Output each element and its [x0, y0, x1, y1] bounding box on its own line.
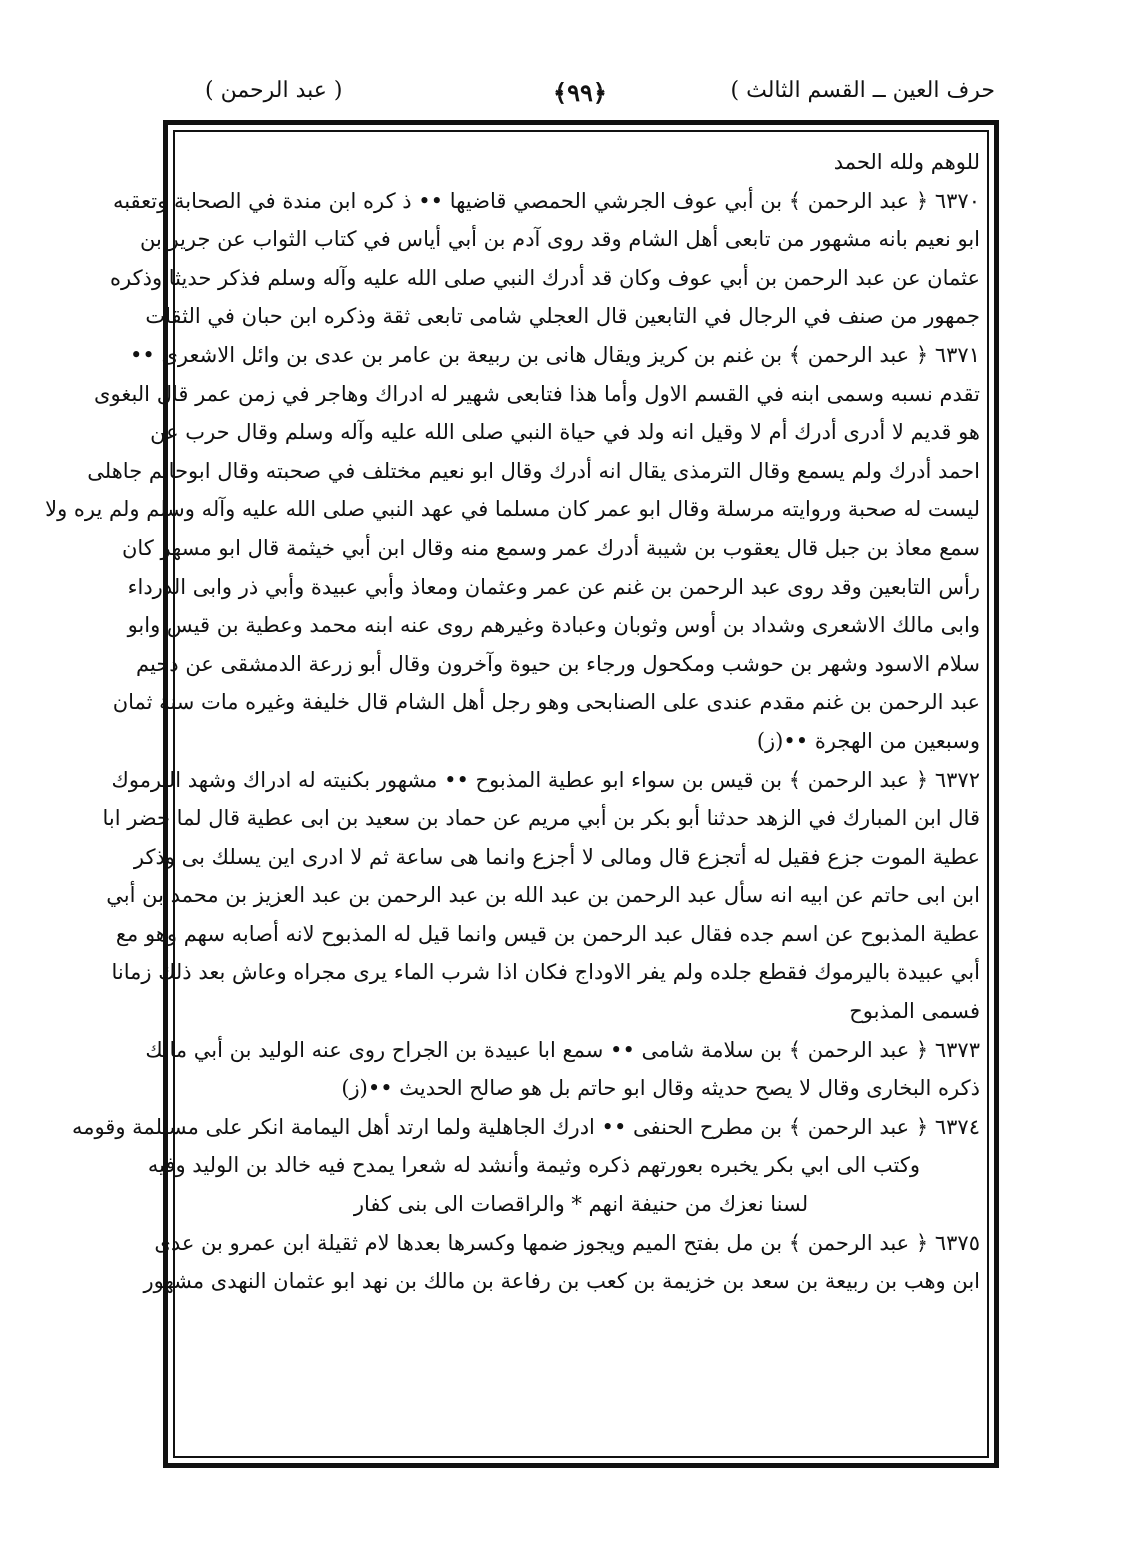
text-line: وابى مالك الاشعرى وشداد بن أوس وثوبان وعبادة وغيرهم روى عنه ابنه محمد وعطية بن قيس وابو: [127, 613, 980, 638]
text-line: ٦٣٧٢ ﴿ عبد الرحمن ﴾ بن قيس بن سواء ابو عطية المذبوح •• مشهور بكنيته له ادراك وشهد اليرموك: [111, 767, 980, 792]
chapter-heading: حرف العين ــ القسم الثالث ): [730, 78, 995, 103]
text-line: ذكره البخارى وقال لا يصح حديثه وقال ابو حاتم بل هو صالح الحديث ••(ز): [341, 1076, 980, 1101]
text-line: وسبعين من الهجرة ••(ز): [756, 728, 980, 753]
text-line: سمع معاذ بن جبل قال يعقوب بن شيبة أدرك عمر وسمع منه وقال ابن أبي خيثمة قال ابو مسهر كان: [121, 535, 980, 560]
text-line: ليست له صحبة وروايته مرسلة وقال ابو عمر كان مسلما في عهد النبي صلى الله عليه وآله وسلم ولم يره ولا: [45, 497, 980, 522]
text-line: سلام الاسود وشهر بن حوشب ومكحول ورجاء بن حيوة وآخرون وقال أبو زرعة الدمشقى عن دحيم: [136, 651, 980, 676]
text-line: ابو نعيم بانه مشهور من تابعى أهل الشام وقد روى آدم بن أبي أياس في كتاب الثواب عن جرير بن: [139, 227, 980, 252]
text-line: وكتب الى ابي بكر يخبره بعورتهم ذكره وثيمة وأنشد له شعرا يمدح فيه خالد بن الوليد وفيه: [147, 1153, 920, 1178]
text-line: ٦٣٧٤ ﴿ عبد الرحمن ﴾ بن مطرح الحنفى •• ادرك الجاهلية ولما ارتد أهل اليمامة انكر على مسيلمة وقومه: [71, 1114, 980, 1139]
text-line: ٦٣٧٣ ﴿ عبد الرحمن ﴾ بن سلامة شامى •• سمع ابا عبيدة بن الجراح روى عنه الوليد بن أبي مالك: [145, 1037, 980, 1062]
text-line: احمد أدرك ولم يسمع وقال الترمذى يقال انه أدرك وقال ابو نعيم مختلف في صحبته وقال ابوحاتم جاهلى: [87, 458, 980, 483]
text-line: ٦٣٧٥ ﴿ عبد الرحمن ﴾ بن مل بفتح الميم ويجوز ضمها وكسرها بعدها لام ثقيلة ابن عمرو بن عدى: [154, 1230, 980, 1255]
text-line: تقدم نسبه وسمى ابنه في القسم الاول وأما هذا فتابعى شهير له ادراك وهاجر في زمن عمر قال البغوى: [94, 381, 980, 406]
entry-heading: ( عبد الرحمن ): [205, 78, 343, 103]
text-line: عطية الموت جزع فقيل له أتجزع قال ومالى لا أجزع وانما هى ساعة ثم لا ادرى اين يسلك بى وذكر: [133, 844, 980, 869]
page-number: ﴿٩٩﴾: [553, 78, 607, 107]
text-line: قال ابن المبارك في الزهد حدثنا أبو بكر بن أبي مريم عن حماد بن سعيد بن ابى عطية قال لما حضر ابا: [102, 806, 980, 831]
text-line: عثمان عن عبد الرحمن بن أبي عوف وكان قد أدرك النبي صلى الله عليه وآله وسلم فذكر حديثا وذكره: [110, 265, 980, 290]
running-header: [165, 78, 995, 114]
text-line: ابن ابى حاتم عن ابيه انه سأل عبد الرحمن بن عبد الله بن عبد الرحمن بن عبد العزيز بن محمد بن أبي: [106, 883, 980, 908]
text-line: ٦٣٧١ ﴿ عبد الرحمن ﴾ بن غنم بن كريز ويقال هانى بن ربيعة بن عامر بن عدى بن وائل الاشعرى ••: [130, 342, 980, 367]
text-frame: [45, 120, 999, 1468]
text-line: عبد الرحمن بن غنم مقدم عندى على الصنابحى وهو رجل أهل الشام قال خليفة وغيره مات سنة ثمان: [112, 690, 980, 715]
text-line: رأس التابعين وقد روى عبد الرحمن بن غنم عن عمر وعثمان ومعاذ وأبي عبيدة وأبي ذر وابى الدرداء: [127, 574, 980, 599]
text-line: هو قديم لا أدرى أدرك أم لا وقيل انه ولد في حياة النبي صلى الله عليه وآله وسلم وقال حرب عن: [150, 420, 980, 445]
text-line: عطية المذبوح عن اسم جده فقال عبد الرحمن بن قيس وانما قيل له المذبوح لانه أصابه سهم وهو مع: [115, 921, 980, 946]
text-line: فسمى المذبوح: [849, 999, 980, 1024]
text-line: جمهور من صنف في الرجال في التابعين قال العجلي شامى تابعى ثقة وذكره ابن حبان في الثقات: [145, 304, 980, 329]
body-text: [45, 143, 980, 1301]
text-line: للوهم ولله الحمد: [833, 150, 980, 174]
text-line: ٦٣٧٠ ﴿ عبد الرحمن ﴾ بن أبي عوف الجرشي الحمصي قاضيها •• ذ كره ابن مندة في الصحابة وتعقبه: [112, 188, 980, 213]
text-line: أبي عبيدة باليرموك فقطع جلده ولم يفر الاوداج فكان اذا شرب الماء يرى مجراه وعاش بعد ذلك زمانا: [111, 960, 980, 985]
text-line: ابن وهب بن ربيعة بن سعد بن خزيمة بن كعب بن رفاعة بن مالك بن نهد ابو عثمان النهدى مشهور: [143, 1269, 980, 1294]
verse-line: لسنا نعزك من حنيفة انهم * والراقصات الى بنى كفار: [353, 1192, 809, 1217]
